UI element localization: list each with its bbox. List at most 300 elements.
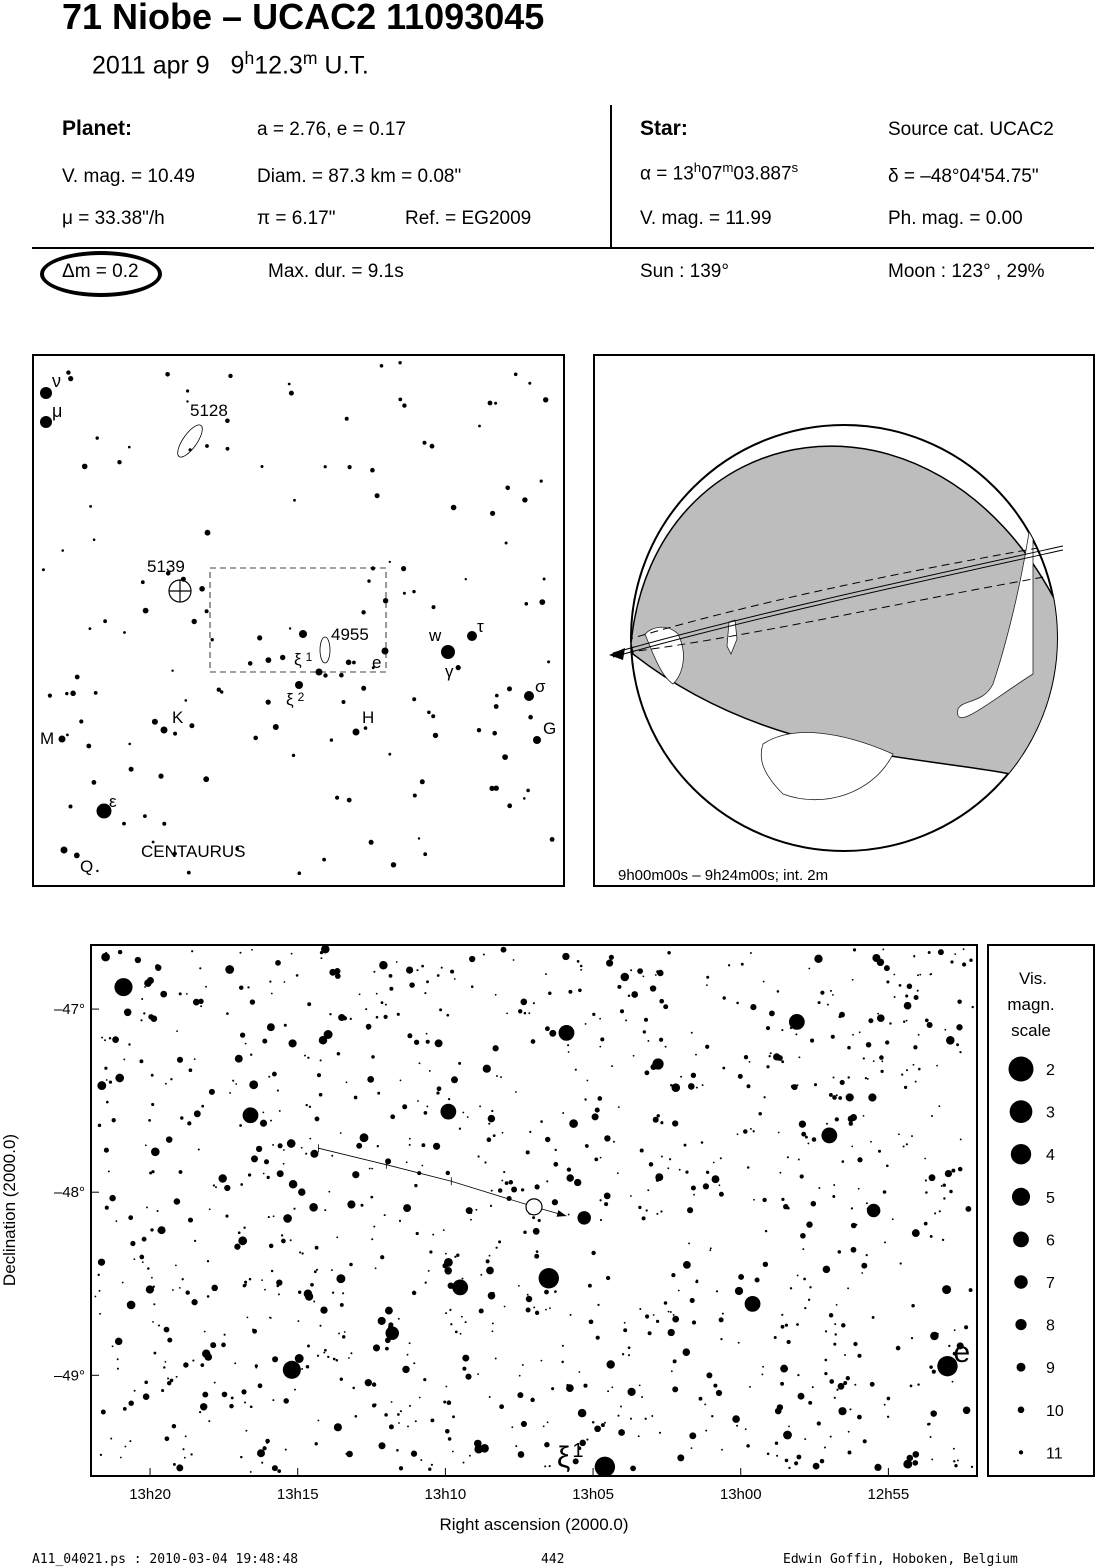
field-star [336, 1236, 338, 1238]
field-star [251, 949, 253, 951]
field-star [148, 1119, 151, 1122]
finder-star [103, 619, 107, 623]
field-star [945, 1170, 952, 1177]
field-star [971, 1466, 973, 1468]
bright-star [283, 1361, 301, 1379]
field-star [553, 1162, 558, 1167]
field-star [101, 1037, 103, 1039]
field-star [592, 1013, 595, 1016]
field-star [398, 1422, 400, 1424]
finder-star [505, 486, 510, 491]
planet-orbit: a = 2.76, e = 0.17 [257, 119, 406, 140]
field-star [873, 1060, 875, 1062]
field-star [877, 959, 884, 966]
finder-named-star [441, 645, 455, 659]
finder-star [74, 853, 80, 859]
field-star [445, 1429, 450, 1434]
bright-star [385, 1326, 399, 1340]
x-tick-label: 13h10 [424, 1486, 467, 1503]
finder-star [228, 374, 232, 378]
field-star [932, 1370, 936, 1374]
footer-author: Edwin Goffin, Hoboken, Belgium [783, 1552, 1018, 1567]
field-star [709, 1249, 711, 1251]
field-star [390, 1114, 395, 1119]
field-star [400, 1080, 402, 1082]
mag-scale-value: 4 [1046, 1147, 1055, 1165]
field-star [384, 1214, 386, 1216]
field-star [851, 1207, 853, 1209]
finder-star [93, 538, 96, 541]
field-star [672, 1386, 678, 1392]
field-star [513, 959, 515, 961]
field-star [98, 1124, 101, 1127]
finder-star [89, 505, 92, 508]
field-star [130, 1241, 135, 1246]
field-star [663, 1004, 668, 1009]
field-star [521, 1421, 527, 1427]
field-star [448, 1098, 450, 1100]
field-star [245, 1284, 247, 1286]
field-star [842, 1160, 845, 1163]
field-star [691, 1073, 696, 1078]
finder-star [266, 657, 272, 663]
field-star [211, 1285, 218, 1292]
finder-star [189, 723, 194, 728]
field-star [502, 1132, 504, 1134]
field-star [350, 1018, 352, 1020]
field-star [271, 993, 273, 995]
finder-star [158, 774, 163, 779]
label-tau: τ [477, 617, 484, 636]
label-mu: μ [52, 401, 63, 421]
field-star [668, 1329, 675, 1336]
field-star [462, 1355, 469, 1362]
finder-star [117, 460, 121, 464]
field-star [913, 1045, 917, 1049]
field-star [324, 1209, 326, 1211]
field-star [365, 1008, 367, 1010]
field-star [592, 1421, 595, 1424]
field-star [157, 1210, 159, 1212]
field-star [487, 1137, 492, 1142]
field-star [917, 990, 919, 992]
field-star [846, 1376, 850, 1380]
field-star [475, 1209, 477, 1211]
bright-star [577, 1211, 591, 1225]
field-star [769, 1011, 775, 1017]
field-star [148, 1014, 153, 1019]
field-star [375, 1267, 377, 1269]
field-star [696, 1087, 698, 1089]
field-star [336, 1274, 345, 1283]
field-star [870, 1382, 875, 1387]
field-star [215, 1186, 217, 1188]
finder-star [165, 372, 170, 377]
field-star [389, 987, 393, 991]
finder-star [122, 822, 126, 826]
field-star [297, 1320, 299, 1322]
field-star [617, 1415, 619, 1417]
field-star [647, 1189, 649, 1191]
field-star [255, 1364, 258, 1367]
field-star [349, 1263, 353, 1267]
field-star [501, 947, 507, 953]
field-star [506, 1013, 508, 1015]
finder-star [129, 767, 134, 772]
field-star [691, 1032, 693, 1034]
field-star [304, 1055, 306, 1057]
field-star [445, 1253, 447, 1255]
field-star [139, 1255, 144, 1260]
field-star [376, 1016, 379, 1019]
finder-star [514, 373, 518, 377]
field-star [247, 1317, 249, 1319]
label-5139: 5139 [147, 557, 185, 576]
field-star [706, 1372, 712, 1378]
field-star [150, 1228, 153, 1231]
field-star [456, 1254, 459, 1257]
field-star [901, 1074, 903, 1076]
field-star [952, 1381, 954, 1383]
field-star [200, 1005, 202, 1007]
field-star [580, 965, 583, 968]
field-star [275, 960, 281, 966]
field-star [833, 1343, 836, 1346]
finder-star [186, 389, 189, 392]
field-star [906, 1143, 908, 1145]
field-star [645, 1314, 649, 1318]
field-star [372, 1404, 376, 1408]
field-star [688, 1083, 695, 1090]
label-4955: 4955 [331, 625, 369, 644]
field-star [182, 1278, 184, 1280]
field-star [515, 1091, 517, 1093]
field-star [620, 1406, 622, 1408]
field-star [224, 1334, 226, 1336]
field-star [642, 1216, 646, 1220]
bright-star [789, 1014, 805, 1030]
field-star [886, 1164, 889, 1167]
field-star [766, 1026, 770, 1030]
field-star [263, 1173, 265, 1175]
field-star [665, 1046, 667, 1048]
field-star [262, 1446, 266, 1450]
field-star [433, 1143, 440, 1150]
field-star [402, 1366, 409, 1373]
field-star [832, 994, 834, 996]
field-star [554, 1290, 557, 1293]
field-star [517, 1392, 523, 1398]
field-star [478, 1155, 480, 1157]
field-star [498, 1188, 503, 1193]
x-tick-label: 13h20 [129, 1486, 171, 1503]
field-star [783, 1431, 792, 1440]
field-star [446, 1014, 449, 1017]
globe-panel [593, 354, 1096, 887]
field-star [428, 1468, 431, 1471]
field-star [716, 1390, 722, 1396]
mag-scale-title-3: scale [1011, 1021, 1051, 1040]
field-star [969, 1288, 973, 1292]
field-star [189, 1068, 193, 1072]
field-star [688, 1242, 690, 1244]
field-star [314, 1270, 317, 1273]
field-star [370, 1196, 373, 1199]
bright-star [539, 1268, 559, 1288]
field-star [380, 1255, 384, 1259]
field-star [763, 1262, 768, 1267]
field-star [794, 1461, 798, 1465]
field-star [142, 1237, 147, 1242]
field-star [270, 1317, 272, 1319]
field-star [239, 1124, 242, 1127]
field-star [493, 1134, 496, 1137]
field-star [145, 1144, 147, 1146]
field-star [705, 1045, 709, 1049]
field-star [407, 1354, 409, 1356]
field-star [548, 992, 552, 996]
field-star [283, 1163, 285, 1165]
field-star [660, 1121, 663, 1124]
field-star [104, 1039, 106, 1041]
field-star [672, 1083, 681, 1092]
field-star [836, 1304, 838, 1306]
label-sigma: σ [535, 677, 546, 696]
field-star [838, 1096, 842, 1100]
field-star [534, 1254, 539, 1259]
field-star [866, 1042, 872, 1048]
field-star [309, 1138, 311, 1140]
field-star [140, 1019, 142, 1021]
field-star [218, 1174, 226, 1182]
field-star [838, 1250, 842, 1254]
bright-star [440, 1104, 456, 1120]
field-star [738, 1289, 740, 1291]
field-star [151, 1103, 154, 1106]
x-tick-label: 13h15 [276, 1486, 319, 1503]
label-M: M [40, 729, 55, 748]
field-star [299, 1251, 301, 1253]
field-star [452, 1451, 454, 1453]
field-star [706, 976, 709, 979]
label-Q: Q [80, 857, 94, 876]
field-star [566, 1384, 569, 1387]
mag-scale-value: 3 [1046, 1104, 1055, 1122]
field-star [320, 957, 322, 959]
field-star [528, 1012, 530, 1014]
finder-named-star [61, 847, 68, 854]
field-star [639, 1385, 641, 1387]
field-star [575, 1069, 577, 1071]
field-star [315, 1246, 319, 1250]
field-star [241, 1389, 246, 1394]
field-star [519, 1375, 521, 1377]
field-star [273, 1215, 275, 1217]
field-star [599, 1018, 601, 1020]
field-star [307, 1002, 311, 1006]
field-star [918, 1068, 921, 1071]
field-star [293, 1208, 295, 1210]
label-gamma: γ [445, 662, 454, 681]
field-star [800, 1233, 806, 1239]
field-star [936, 1065, 938, 1067]
finder-star [89, 627, 92, 630]
field-star [416, 1232, 419, 1235]
field-star [695, 1054, 697, 1056]
field-star [667, 1167, 669, 1169]
label-nu: ν [52, 371, 61, 391]
finder-star [339, 673, 344, 678]
field-star [540, 1360, 542, 1362]
field-star [647, 1040, 649, 1042]
field-star [488, 1123, 490, 1125]
field-star [941, 1185, 943, 1187]
field-star [836, 1389, 838, 1391]
field-star [706, 1171, 709, 1174]
field-star [226, 1012, 229, 1015]
field-star [431, 1464, 433, 1466]
field-star [687, 1207, 693, 1213]
field-star [863, 1439, 867, 1443]
field-star [367, 1076, 374, 1083]
mag-scale-dot [1011, 1144, 1031, 1164]
field-star [419, 1062, 421, 1064]
field-star [750, 952, 752, 954]
field-star [736, 1425, 738, 1427]
field-star [827, 1004, 829, 1006]
field-star [295, 1354, 304, 1363]
field-star [680, 1076, 682, 1078]
finder-star [401, 566, 406, 571]
field-star [659, 999, 664, 1004]
field-star [664, 1301, 668, 1305]
field-star [655, 974, 657, 976]
field-star [585, 1144, 587, 1146]
field-star [462, 1112, 464, 1114]
field-star [568, 1214, 570, 1216]
field-star [653, 1117, 659, 1123]
field-star [106, 1079, 108, 1081]
field-star [371, 1238, 373, 1240]
field-star [462, 1278, 464, 1280]
field-star [659, 1432, 661, 1434]
field-star [135, 957, 141, 963]
field-star [924, 1222, 928, 1226]
field-star [319, 1036, 328, 1045]
field-star [483, 1065, 491, 1073]
field-star [567, 1044, 569, 1046]
field-star [143, 1012, 145, 1014]
field-star [536, 1250, 539, 1253]
field-star [701, 1141, 704, 1144]
field-star [515, 1445, 517, 1447]
field-star [117, 1358, 119, 1360]
field-star [373, 1344, 380, 1351]
bright-star [821, 1128, 837, 1144]
field-star [340, 1378, 343, 1381]
field-star [465, 1374, 471, 1380]
field-star [470, 1212, 472, 1214]
field-star [488, 1292, 496, 1300]
field-star [846, 1093, 854, 1101]
field-star [661, 1156, 663, 1158]
field-star [960, 1138, 962, 1140]
field-star [179, 1287, 181, 1289]
field-star [509, 1180, 514, 1185]
field-star [781, 1314, 783, 1316]
field-star [578, 988, 582, 992]
field-star [267, 1023, 275, 1031]
finder-star [522, 497, 527, 502]
field-star [929, 974, 931, 976]
field-star [445, 1312, 447, 1314]
field-star [144, 986, 146, 988]
field-star [781, 1060, 784, 1063]
field-star [640, 1148, 644, 1152]
finder-star [465, 578, 467, 580]
field-star [141, 998, 143, 1000]
field-star [611, 1065, 613, 1067]
field-star [812, 1386, 814, 1388]
field-star [551, 1387, 554, 1390]
field-star [490, 1205, 492, 1207]
field-star [956, 1043, 959, 1046]
field-star [421, 1165, 423, 1167]
field-star [201, 1105, 204, 1108]
ra-m-unit: m [722, 160, 734, 175]
field-star [907, 984, 913, 990]
field-star [630, 1418, 632, 1420]
field-star [249, 1080, 258, 1089]
field-star [962, 962, 966, 966]
field-star [359, 993, 361, 995]
field-star [931, 1115, 933, 1117]
field-star [808, 1299, 810, 1301]
finder-named-star [382, 648, 389, 655]
mag-scale-value: 2 [1046, 1062, 1055, 1079]
field-star [699, 1397, 703, 1401]
field-star [798, 1393, 805, 1400]
finder-star [79, 719, 83, 723]
field-star [371, 1055, 375, 1059]
field-star [511, 1426, 513, 1428]
page-title: 71 Niobe – UCAC2 11093045 [62, 0, 545, 37]
field-star [630, 969, 632, 971]
label-5128: 5128 [190, 401, 228, 420]
field-star [579, 1371, 581, 1373]
globe-caption: 9h00m00s – 9h24m00s; int. 2m [618, 867, 829, 884]
field-star [770, 1052, 772, 1054]
field-star [271, 1270, 274, 1273]
field-star [284, 1024, 287, 1027]
finder-star [96, 436, 99, 439]
field-star [342, 1292, 344, 1294]
field-star [319, 1093, 323, 1097]
field-star [684, 1144, 687, 1147]
field-star [446, 1386, 448, 1388]
field-star [108, 1170, 110, 1172]
field-star [504, 1306, 506, 1308]
mag-scale-dot [1019, 1450, 1023, 1454]
field-star [562, 953, 569, 960]
y-tick-label: –49° [53, 1367, 85, 1385]
field-star [348, 1357, 350, 1359]
field-star [773, 1053, 780, 1060]
field-star [127, 1301, 136, 1310]
field-star [893, 974, 895, 976]
field-star [495, 1358, 497, 1360]
field-star [518, 1009, 522, 1013]
